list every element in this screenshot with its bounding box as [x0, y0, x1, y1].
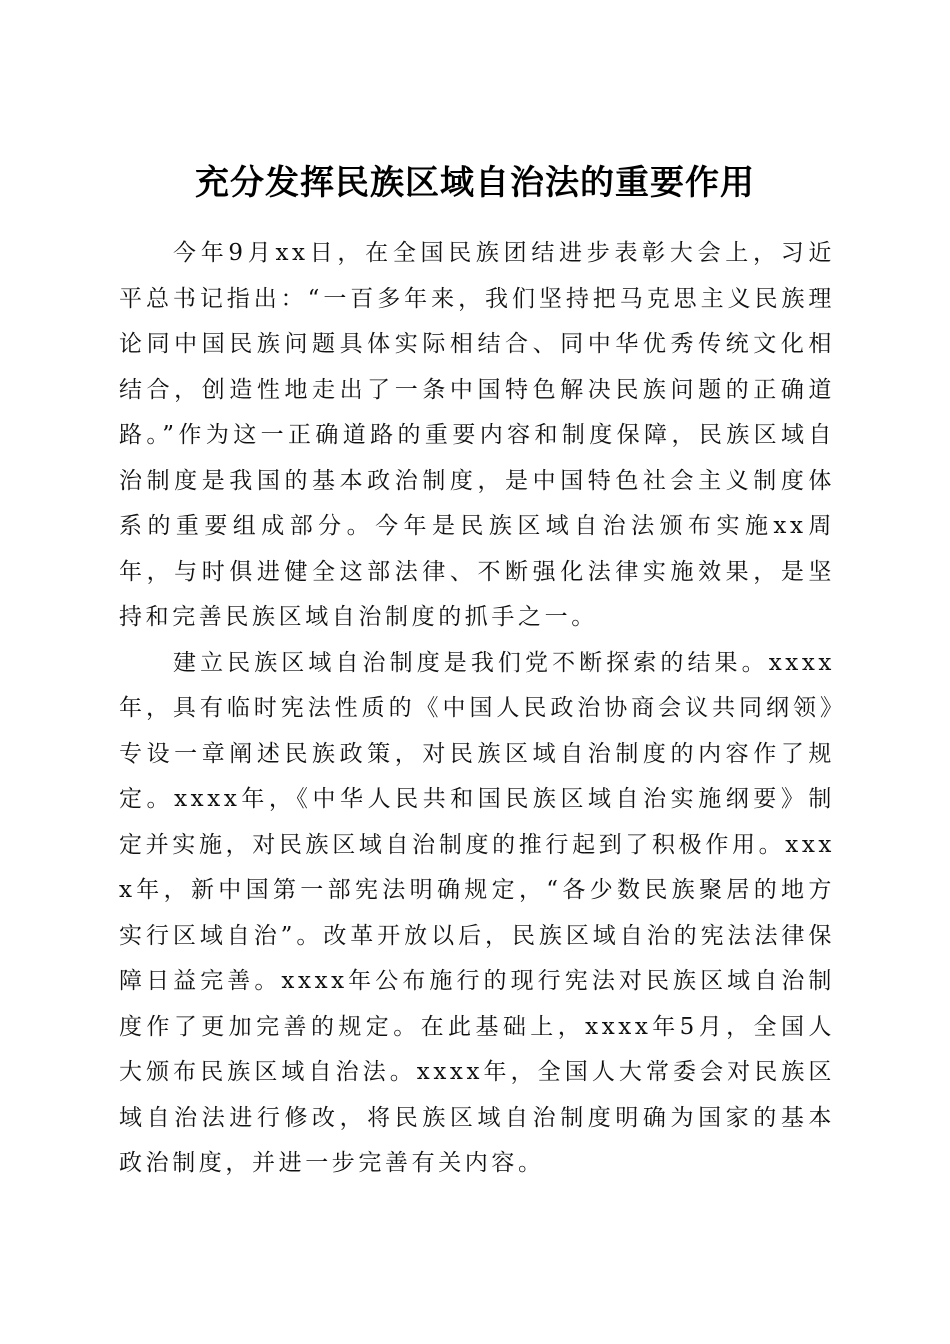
- document-title: 充分发挥民族区域自治法的重要作用: [195, 162, 755, 203]
- paragraph-1: 今年9月xx日，在全国民族团结进步表彰大会上，习近平总书记指出：“一百多年来，我们坚持把马克思主义民族理论同中国民族问题具体实际相结合、同中华优秀传统文化相结合，创造性地走出了一条中国特色解决民族问题的正确道路。”作为这一正确道路的重要内容和制度保障，民族区域自治制度是我国的基本政治制度，是中国特色社会主义制度体系的重要组成部分。今年是民族区域自治法颁布实施xx周年，与时俱进健全这部法律、不断强化法律实施效果，是坚持和完善民族区域自治制度的抓手之一。: [119, 240, 835, 630]
- paragraph-2: 建立民族区域自治制度是我们党不断探索的结果。xxxx年，具有临时宪法性质的《中国人民政治协商会议共同纲领》专设一章阐述民族政策，对民族区域自治制度的内容作了规定。xxxx年，《中华人民共和国民族区域自治实施纲要》制定并实施，对民族区域自治制度的推行起到了积极作用。xxxx年，新中国第一部宪法明确规定，“各少数民族聚居的地方实行区域自治”。改革开放以后，民族区域自治的宪法法律保障日益完善。xxxx年公布施行的现行宪法对民族区域自治制度作了更加完善的规定。在此基础上，xxxx年5月，全国人大颁布民族区域自治法。xxxx年，全国人大常委会对民族区域自治法进行修改，将民族区域自治制度明确为国家的基本政治制度，并进一步完善有关内容。: [119, 649, 835, 1176]
- document-body: [119, 231, 835, 1187]
